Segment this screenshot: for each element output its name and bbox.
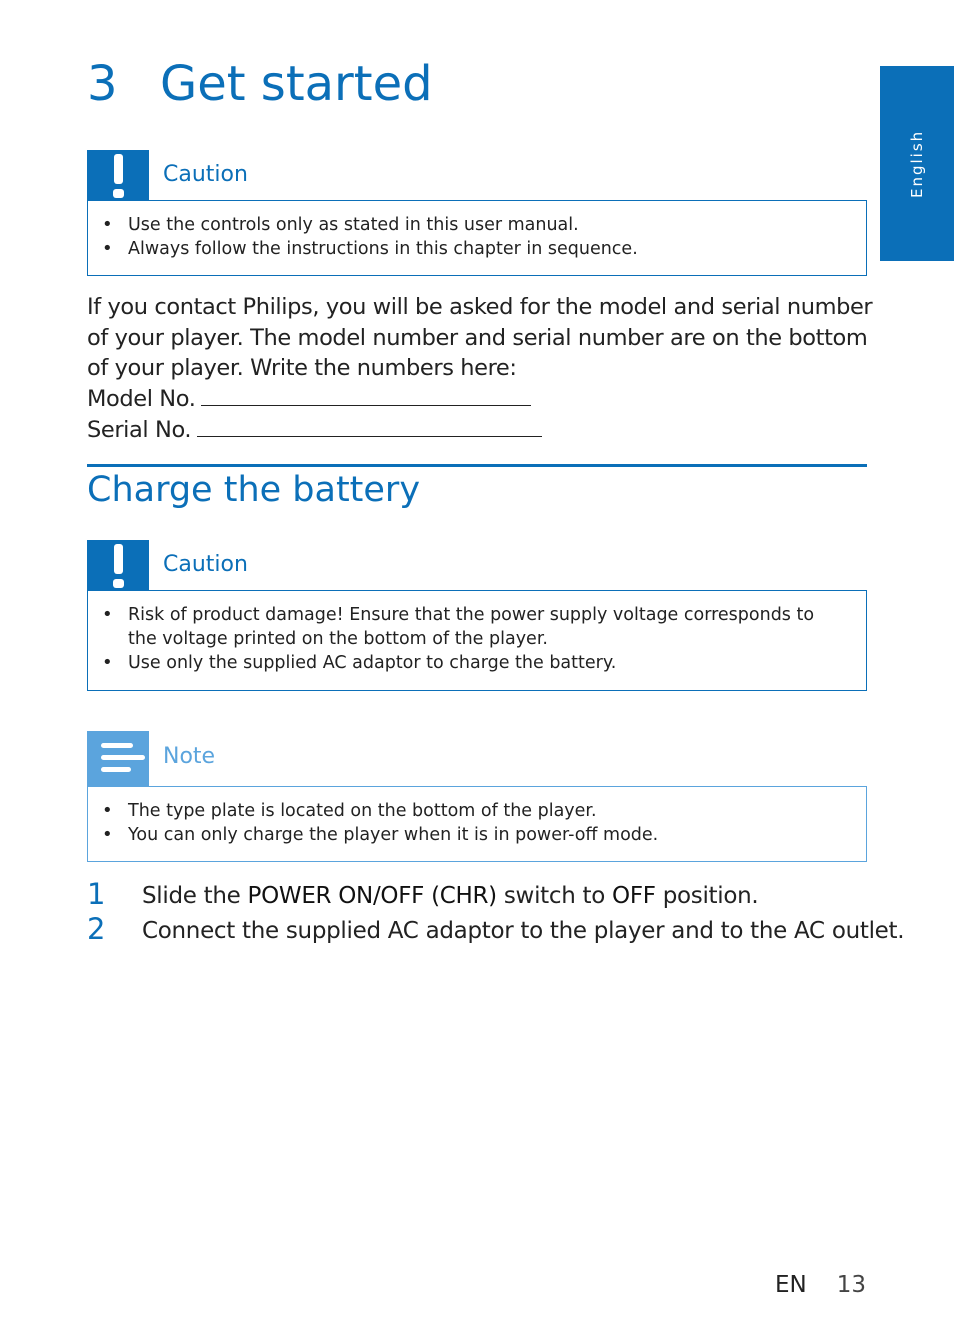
chapter-number: 3 — [87, 56, 118, 112]
section-rule — [87, 464, 867, 467]
page-number: 13 — [836, 1272, 867, 1298]
section-title: Charge the battery — [87, 470, 421, 510]
note-callout — [87, 731, 867, 861]
model-number-label: Model No. — [87, 386, 196, 412]
step-item — [87, 912, 905, 949]
note-box — [87, 786, 867, 862]
off-label: OFF — [612, 883, 656, 909]
steps-list — [87, 877, 905, 949]
intro-paragraph: If you contact Philips, you will be asked for the model and serial number of your player. The model number and serial number are on the bottom of your player. Write the numbers here: — [87, 294, 873, 381]
note-title: Note — [163, 744, 216, 769]
footer-language: EN — [775, 1272, 807, 1298]
model-number-line — [87, 383, 531, 414]
caution-box — [87, 200, 867, 276]
list-item: • Risk of product damage! Ensure that the power supply voltage corresponds to the voltage printed on the bottom of the player. — [102, 603, 846, 651]
exclamation-icon — [87, 150, 149, 200]
serial-number-blank — [197, 414, 542, 437]
list-item: • Use only the supplied AC adaptor to charge the battery. — [102, 651, 846, 675]
page-footer — [775, 1272, 866, 1298]
chapter-title: Get started — [160, 56, 433, 112]
step-number: 1 — [87, 877, 106, 911]
note-list — [102, 799, 846, 847]
power-switch-label: POWER ON/OFF (CHR) — [247, 883, 497, 909]
serial-number-label: Serial No. — [87, 417, 192, 443]
caution-callout-battery — [87, 540, 867, 691]
step-text: Connect the supplied AC adaptor to the player and to the AC outlet. — [142, 918, 905, 944]
step-number: 2 — [87, 912, 106, 946]
caution-callout-general — [87, 150, 867, 276]
step-item — [87, 879, 877, 914]
list-item: • The type plate is located on the bottom of the player. — [102, 799, 846, 823]
caution-title: Caution — [163, 162, 248, 187]
list-item: • Always follow the instructions in this chapter in sequence. — [102, 237, 846, 261]
list-item: • Use the controls only as stated in this user manual. — [102, 213, 846, 237]
chapter-heading — [87, 52, 433, 116]
list-item: • You can only charge the player when it is in power-off mode. — [102, 823, 846, 847]
caution-title: Caution — [163, 552, 248, 577]
exclamation-icon — [87, 540, 149, 590]
caution-list — [102, 213, 846, 261]
language-tab-label: English — [908, 129, 926, 198]
model-number-blank — [201, 383, 531, 406]
note-icon — [87, 731, 149, 786]
step-text: Slide the POWER ON/OFF (CHR) switch to OFF position. — [142, 883, 759, 909]
caution-list — [102, 603, 846, 675]
caution-box — [87, 590, 867, 691]
language-tab — [880, 66, 954, 261]
serial-number-line — [87, 414, 542, 445]
